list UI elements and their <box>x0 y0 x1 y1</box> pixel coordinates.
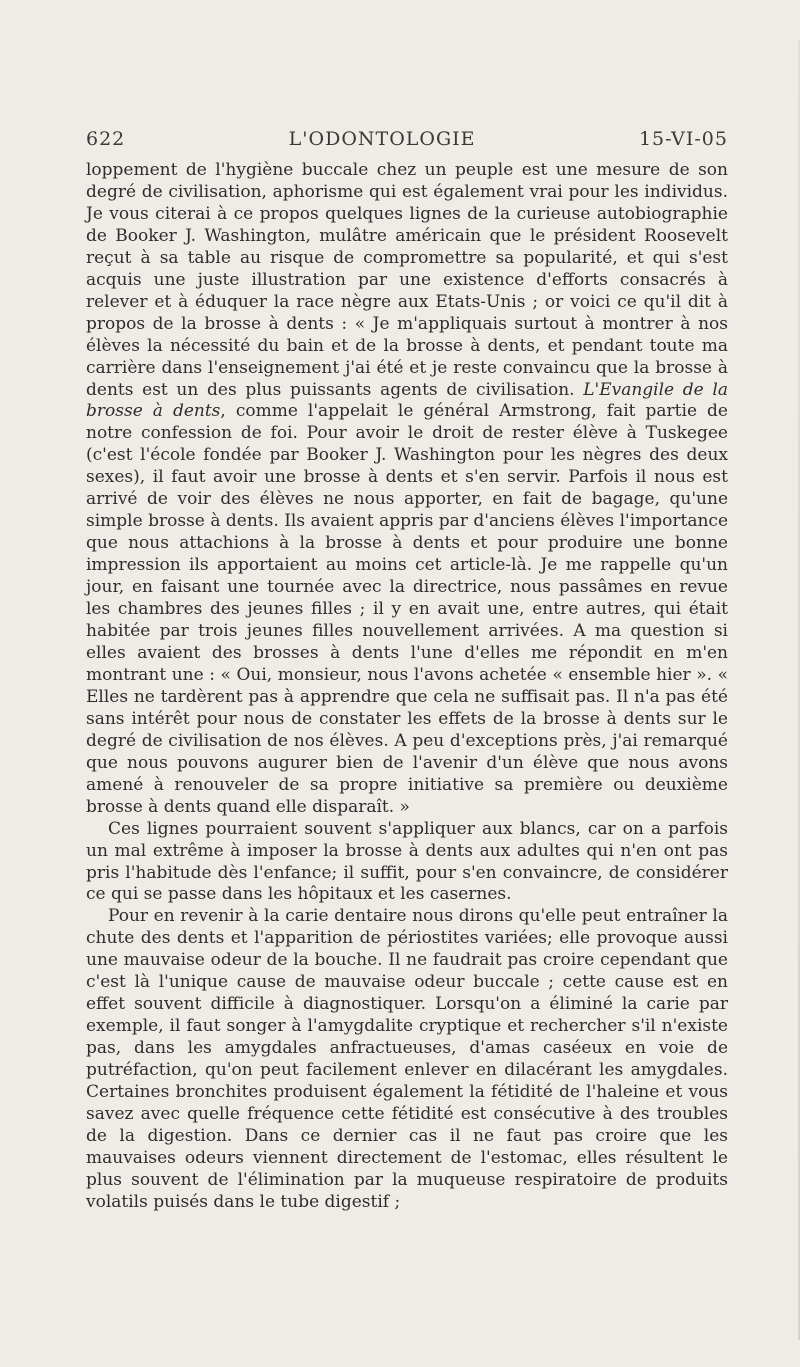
body-text <box>86 160 728 1214</box>
paragraph-1-text: loppement de l'hygiène buccale chez un peuple est une mesure de son degré de civilisation, aphorisme qui est également vrai pour les individus. Je vous citerai à ce propos quelques lignes de la curieuse autobiographie de Booker J. Washington, mulâtre américain que le président Roosevelt reçut à sa table au risque de compromettre sa popularité, et qui s'est acquis une juste illustration par une existence d'efforts consacrés à relever et à éduquer la race nègre aux Etats-Unis ; or voici ce qu'il dit à propos de la brosse à dents : « Je m'appliquais surtout à montrer à nos élèves la nécessité du bain et de la brosse à dents, et pendant toute ma carrière dans l'enseignement j'ai été et je reste convaincu que la brosse à dents est un des plus puissants agents de civilisation. <box>86 160 728 400</box>
paragraph-1-continuation: , comme l'appelait le général Armstrong, fait partie de notre confession de foi. Pour avoir le droit de rester élève à Tuskegee (c'est l'école fondée par Booker J. Washington pour les nègres des deux sexes), il faut avoir une brosse à dents et s'en servir. Parfois il nous est arrivé de voir des élèves ne nous apporter, en fait de bagage, qu'une simple brosse à dents. Ils avaient appris par d'anciens élèves l'importance que nous attachions à la brosse à dents et pour produire une bonne impression ils apportaient au moins cet article-là. Je me rappelle qu'un jour, en faisant une tournée avec la directrice, nous passâmes en revue les chambres des jeunes filles ; il y en avait une, entre autres, qui était habitée par trois jeunes filles nouvellement arrivées. A ma question si elles avaient des brosses à dents l'une d'elles me répondit en m'en montrant une : « Oui, monsieur, nous l'avons achetée « ensemble hier ». « Elles ne tardèrent pas à apprendre que cela ne suffisait pas. Il n'a pas été sans intérêt pour nous de constater les effets de la brosse à dents sur le degré de civilisation de nos élèves. A peu d'exceptions près, j'ai remarqué que nous pouvons augurer bien de l'avenir d'un élève que nous avons amené à renouveler de sa propre initiative sa première ou deuxième brosse à dents quand elle disparaît. » <box>86 401 728 817</box>
paragraph-1 <box>86 160 728 819</box>
paragraph-3: Pour en revenir à la carie dentaire nous dirons qu'elle peut entraîner la chute des dents et l'apparition de périostites variées; elle provoque aussi une mauvaise odeur de la bouche. Il ne faudrait pas croire cependant que c'est là l'unique cause de mauvaise odeur buccale ; cette cause est en effet souvent difficile à diagnostiquer. Lorsqu'on a éliminé la carie par exemple, il faut songer à l'amygdalite cryptique et rechercher s'il n'existe pas, dans les amygdales anfractueuses, d'amas caséeux en voie de putréfaction, qu'on peut facilement enlever en dilacérant les amygdales. Certaines bronchites produisent également la fétidité de l'haleine et vous savez avec quelle fréquence cette fétidité est consécutive à des troubles de la digestion. Dans ce dernier cas il ne faut pas croire que les mauvaises odeurs viennent directement de l'estomac, elles résultent le plus souvent de l'élimination par la muqueuse respiratoire de produits volatils puisés dans le tube digestif ; <box>86 906 728 1212</box>
page-number: 622 <box>86 128 126 150</box>
paragraph-2: Ces lignes pourraient souvent s'appliquer aux blancs, car on a parfois un mal extrême à imposer la brosse à dents aux adultes qui n'en ont pas pris l'habitude dès l'enfance; il suffit, pour s'en convaincre, de considérer ce qui se passe dans les hôpitaux et les casernes. <box>86 818 728 905</box>
italic-phrase: L'Evangile de la brosse à dents <box>86 379 728 422</box>
running-header <box>86 128 728 150</box>
journal-title: L'ODONTOLOGIE <box>288 128 476 150</box>
issue-date: 15-VI-05 <box>638 128 728 150</box>
